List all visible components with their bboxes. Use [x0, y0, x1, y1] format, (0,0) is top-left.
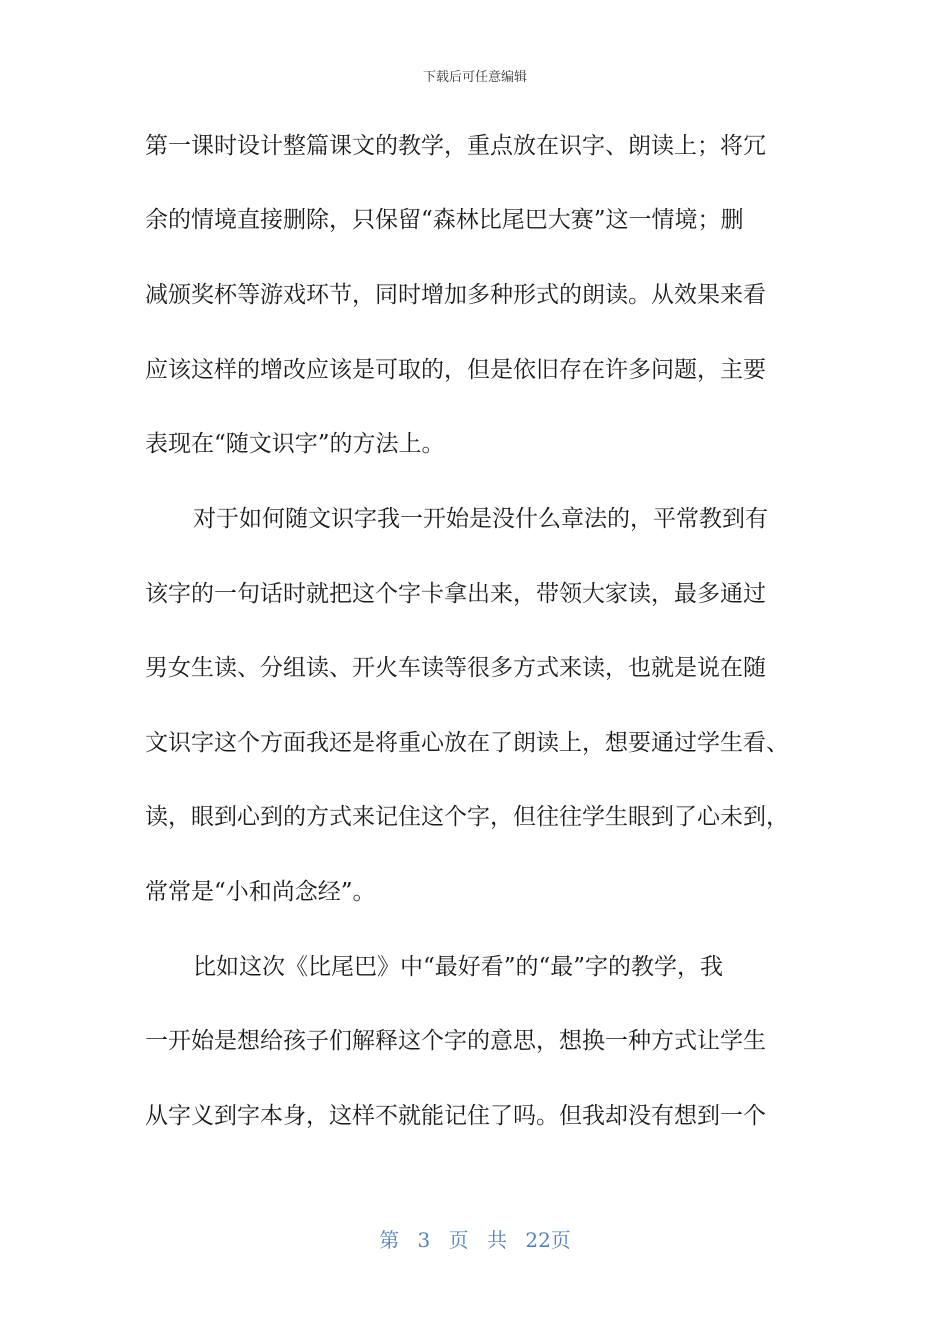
paragraph-line: 文识字这个方面我还是将重心放在了朗读上，想要通过学生看、 [145, 730, 789, 756]
footer-prefix: 第 [379, 1228, 400, 1252]
footer-page-label: 页 [448, 1228, 469, 1252]
paragraph-line: 减颁奖杯等游戏环节，同时增加多种形式的朗读。从效果来看 [145, 282, 766, 308]
paragraph-line: 一开始是想给孩子们解释这个字的意思，想换一种方式让学生 [145, 1028, 766, 1054]
footer-total-label: 共 [487, 1228, 507, 1252]
paragraph-line: 该字的一句话时就把这个字卡拿出来，带领大家读，最多通过 [145, 581, 766, 607]
paragraph-line: 读，眼到心到的方式来记住这个字，但往往学生眼到了心未到， [145, 804, 789, 830]
paragraph-line: 对于如何随文识字我一开始是没什么章法的，平常教到有 [193, 506, 768, 532]
footer-current-page: 3 [417, 1228, 431, 1252]
paragraph-line: 比如这次《比尾巴》中“最好看”的“最”字的教学，我 [193, 954, 724, 980]
paragraph-line: 男女生读、分组读、开火车读等很多方式来读，也就是说在随 [145, 655, 766, 681]
paragraph-line: 从字义到字本身，这样不就能记住了吗。但我却没有想到一个 [145, 1103, 766, 1129]
paragraph-line: 表现在“随文识字”的方法上。 [145, 431, 445, 457]
paragraph-line: 应该这样的增改应该是可取的，但是依旧存在许多问题，主要 [145, 357, 766, 383]
footer-total-pages: 22页 [525, 1228, 571, 1252]
page-header: 下载后可任意编辑 [422, 70, 527, 85]
paragraph-line: 第一课时设计整篇课文的教学，重点放在识字、朗读上；将冗 [145, 133, 766, 159]
paragraph-line: 常常是“小和尚念经”。 [145, 879, 376, 905]
paragraph-line: 余的情境直接删除，只保留“森林比尾巴大赛”这一情境；删 [145, 207, 744, 233]
page-footer [0, 1224, 950, 1253]
